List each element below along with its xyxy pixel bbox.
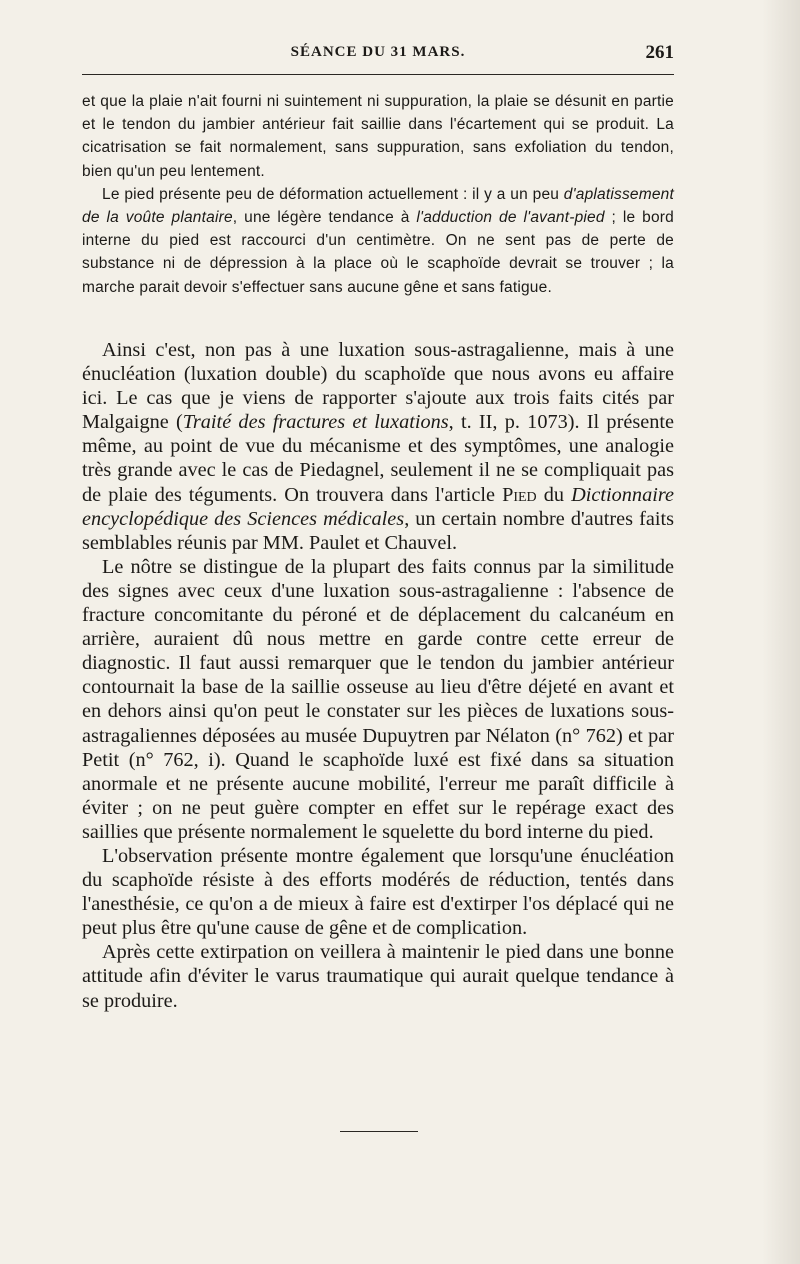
commentary-paragraph-4: Après cette extirpation on veillera à maintenir le pied dans une bonne attitude afin d'éviter le varus traumatique qui aurait quelque tendance à se produire. [82, 941, 674, 1012]
running-title: SÉANCE DU 31 MARS. [290, 44, 466, 60]
commentary-paragraph-2: Le nôtre se distingue de la plupart des faits connus par la similitude des signes avec ceux d'une luxation sous-astragalienne : l'absence de fracture concomitante du péroné et de déplacement du calcanéum en arrière, auraient dû nous mettre en garde contre cette erreur de diagnostic. Il faut aussi remarquer que le tendon du jambier antérieur contournait la base de la saillie osseuse au lieu d'être déjeté en avant et en dehors ainsi qu'on peut le constater sur les pièces de luxations sous-astragaliennes déposées au musée Dupuytren par Nélaton (n° 762) et par Petit (n° 762, i). Quand le scaphoïde luxé est fixé dans sa situation anormale et ne présente aucune mobilité, l'erreur me paraît difficile à éviter ; on ne peut guère compter en effet sur le repérage exact des saillies que présente normalement le squelette du bord interne du pied. [82, 555, 674, 843]
page-number: 261 [645, 42, 674, 63]
observation-paragraph-1: et que la plaie n'ait fourni ni suintement ni suppuration, la plaie se désunit en partie et le tendon du jambier antérieur fait saillie dans l'écartement qui se produit. La cicatrisation se fait normalement, sans suppuration, sans exfoliation du tendon, bien qu'un peu lentement. [82, 93, 674, 180]
cited-work-malgaigne: Traité des fractures et luxations [182, 411, 449, 434]
emphasis-adduction: l'adduction de l'avant-pied [416, 209, 605, 227]
observation-text [82, 90, 674, 299]
end-rule [340, 1131, 418, 1132]
observation-paragraph-2: Le pied présente peu de déformation actuellement : il y a un peu d'aplatissement de la voûte plantaire, une légère tendance à l'adduction de l'avant-pied ; le bord interne du pied est raccourci d'un centimètre. On ne sent pas de perte de substance ni de dépression à la place où le scaphoïde devrait se trouver ; la marche parait devoir s'effectuer sans aucune gêne et sans fatigue. [82, 185, 674, 296]
page-edge-shading [762, 0, 800, 1264]
commentary-paragraph-1: Ainsi c'est, non pas à une luxation sous-astragalienne, mais à une énucléation (luxation double) du scaphoïde que nous avons eu affaire ici. Le cas que je viens de rapporter s'ajoute aux trois faits cités par Malgaigne (Traité des fractures et luxations, t. II, p. 1073). Il présente même, au point de vue du mécanisme et des symptômes, une analogie très grande avec le cas de Piedagnel, seulement il ne se compliquait pas de plaie des téguments. On trouvera dans l'article Pied du Dictionnaire encyclopédique des Sciences médicales, un certain nombre d'autres faits semblables réunis par MM. Paulet et Chauvel. [82, 339, 674, 554]
commentary-paragraph-3: L'observation présente montre également que lorsqu'une énucléation du scaphoïde résiste à des efforts modérés de réduction, tentés dans l'anesthésie, ce qu'on a de mieux à faire est d'extirper l'os déplacé qui ne peut plus être qu'une cause de gêne et de complication. [82, 844, 674, 940]
emphasis-aplatissement: d'aplatissement de la voûte plantaire [82, 185, 674, 227]
header-rule [82, 74, 674, 75]
cited-work-dictionnaire: Dictionnaire encyclopédique des Sciences médicales [82, 483, 674, 530]
commentary-text [82, 338, 674, 1013]
page-header [82, 44, 674, 68]
article-title-pied: Pied [502, 483, 537, 506]
